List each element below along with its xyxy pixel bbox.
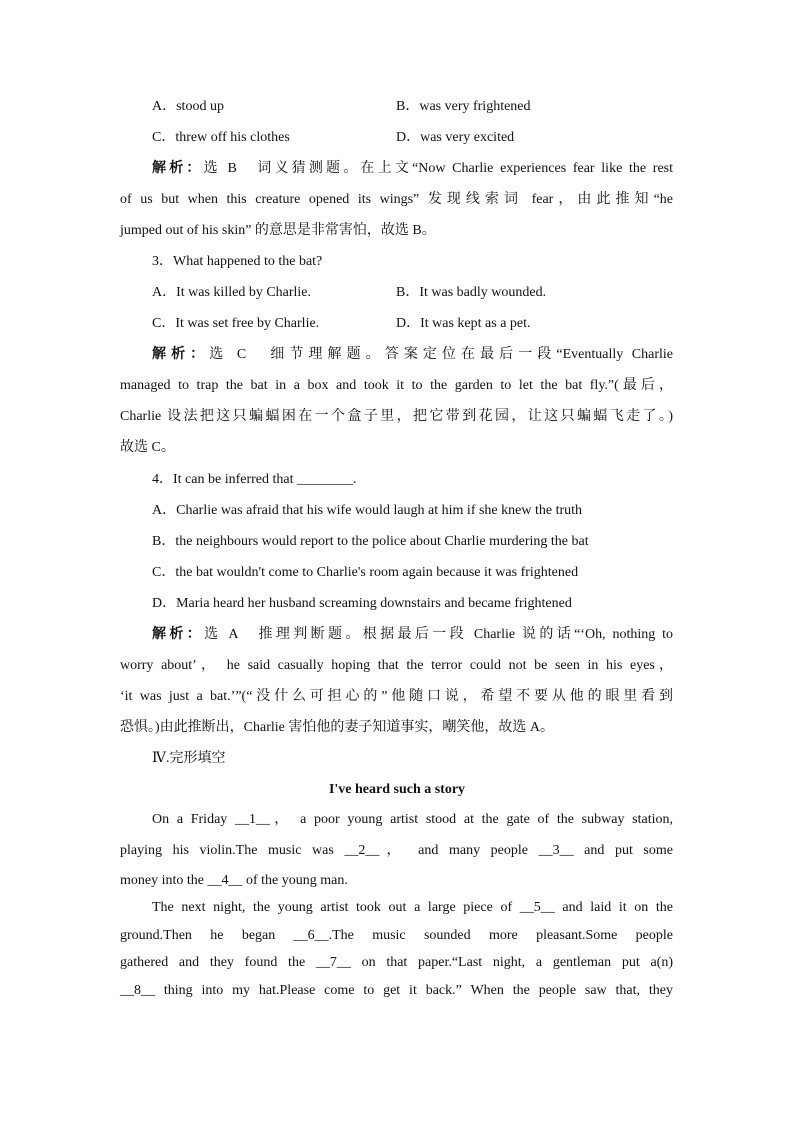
passage-p2-line-2: ground.Then he began __6__.The music sounded more pleasant.Some people (120, 928, 673, 943)
q2-option-b: B．was very frightened (396, 99, 531, 114)
q4-explanation-line-1: 解析：选 A 推理判断题。根据最后一段 Charlie 说的话“‘Oh, nothing to (152, 627, 674, 642)
q3-option-c: C．It was set free by Charlie. (152, 316, 320, 331)
q4-stem: 4．It can be inferred that ________. (152, 472, 357, 487)
q2-option-a: A．stood up (152, 99, 224, 114)
q3-option-a: A．It was killed by Charlie. (152, 285, 312, 300)
explanation-label: 解析： (152, 347, 210, 362)
q2-explanation-line-3: jumped out of his skin” 的意思是非常害怕，故选 B。 (120, 223, 436, 238)
q3-stem: 3．What happened to the bat? (152, 254, 323, 269)
q3-explanation-line-3: Charlie 设法把这只蝙蝠困在一个盒子里，把它带到花园，让这只蝙蝠飞走了。) (120, 409, 673, 424)
q4-option-b: B．the neighbours would report to the police about Charlie murdering the bat (152, 534, 589, 549)
q2-option-d: D．was very excited (396, 130, 515, 145)
q3-explanation-line-4: 故选 C。 (120, 440, 175, 455)
q4-explanation-line-4: 恐惧。)由此推断出，Charlie 害怕他的妻子知道事实，嘲笑他，故选 A。 (120, 720, 554, 735)
q3-explanation-line-1: 解析：选 C 细节理解题。答案定位在最后一段“Eventually Charlie (152, 347, 674, 362)
q4-option-d: D．Maria heard her husband screaming downstairs and became frightened (152, 596, 572, 611)
q4-explanation-line-3: ‘it was just a bat.’”(“没什么可担心的”他随口说，希望不要从他的眼里看到 (120, 689, 673, 704)
q2-explanation-line-2: of us but when this creature opened its wings” 发现线索词 fear，由此推知“he (120, 192, 673, 207)
passage-p1-line-3: money into the __4__ of the young man. (120, 873, 348, 888)
passage-p1-line-1: On a Friday __1__， a poor young artist stood at the gate of the subway station, (152, 812, 673, 827)
q4-option-c: C．the bat wouldn't come to Charlie's room again because it was frightened (152, 565, 579, 580)
q3-explanation-line-2: managed to trap the bat in a box and took it to the garden to let the bat fly.”(最后， (120, 378, 673, 393)
q3-option-d: D．It was kept as a pet. (396, 316, 531, 331)
passage-p2-line-4: __8__ thing into my hat.Please come to get it back.” When the people saw that, they (120, 983, 673, 998)
q3-option-b: B．It was badly wounded. (396, 285, 547, 300)
explanation-label: 解析： (152, 161, 204, 176)
q4-explanation-line-2: worry about’， he said casually hoping that the terror could not be seen in his eyes， (120, 658, 673, 673)
passage-title: I've heard such a story (328, 782, 466, 797)
passage-p1-line-2: playing his violin.The music was __2__， and many people __3__ and put some (120, 843, 673, 858)
q2-option-c: C．threw off his clothes (152, 130, 290, 145)
passage-p2-line-1: The next night, the young artist took out a large piece of __5__ and laid it on the (152, 900, 673, 915)
q2-explanation-line-1: 解析：选 B 词义猜测题。在上文“Now Charlie experiences fear like the rest (152, 161, 673, 176)
passage-p2-line-3: gathered and they found the __7__ on that paper.“Last night, a gentleman put a(n) (120, 955, 673, 970)
section-heading: Ⅳ.完形填空 (152, 751, 226, 766)
explanation-label: 解析： (152, 627, 205, 642)
q4-option-a: A．Charlie was afraid that his wife would laugh at him if she knew the truth (152, 503, 583, 518)
